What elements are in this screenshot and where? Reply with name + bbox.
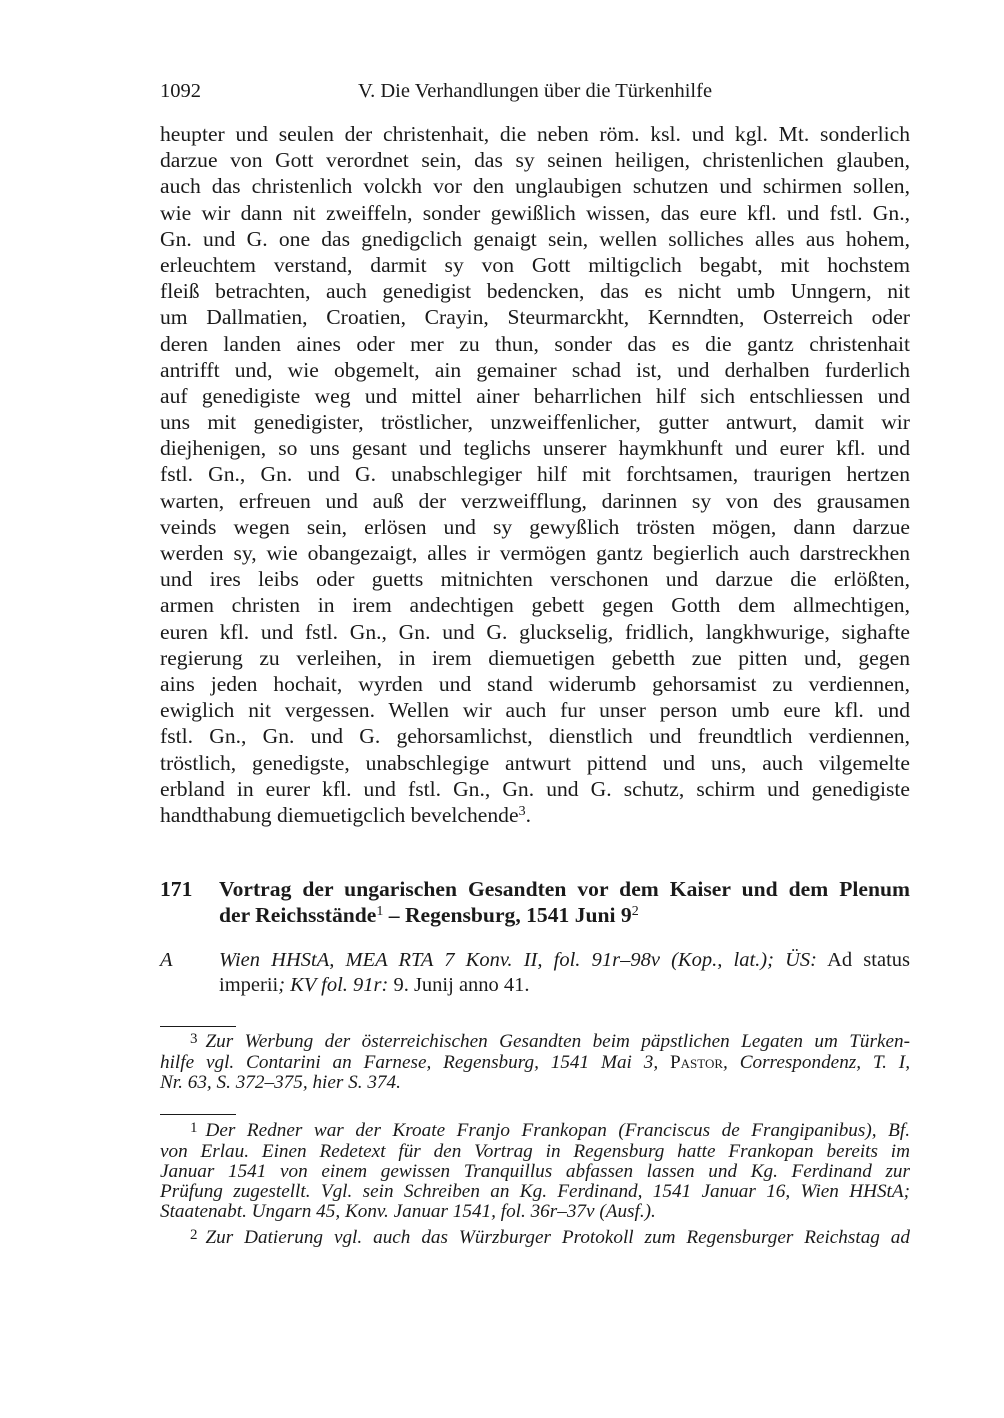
footnote-line <box>160 1121 910 1142</box>
title-line-1: Vortrag der ungarischen Gesandten vor dem Kaiser und dem Plenum <box>219 877 910 901</box>
document-page <box>160 0 910 1418</box>
text-line: warten, erfreuen und auß der verzweifflung, darinnen sy von des grausamen <box>160 488 910 513</box>
footnote-text: hilfe vgl. Contarini an Farnese, Regensburg, 1541 Mai 3, <box>160 1052 670 1073</box>
final-punctuation: . <box>525 802 531 827</box>
title-part-b: – Regensburg, 1541 Juni 9 <box>383 903 632 927</box>
text-line: fstl. Gn., Gn. und G. gehorsamlichst, dienstlich und freundtlich verdiennen, <box>160 724 910 749</box>
footnote-text: Zur Datierung vgl. auch das Würzburger Protokoll zum Regensburger Reichstag ad <box>205 1227 910 1248</box>
footnote-line: Prüfung zugestellt. Vgl. sein Schreiben an Kg. Ferdinand, 1541 Januar 16, Wien HHStA; <box>160 1181 910 1202</box>
footnote-line: Staatenabt. Ungarn 45, Konv. Januar 1541, fol. 36r–37v (Ausf.). <box>160 1201 656 1222</box>
footnote-line: Nr. 63, S. 372–375, hier S. 374. <box>160 1072 401 1093</box>
main-text <box>160 121 910 828</box>
text-line: um Dallmatien, Croatien, Crayin, Steurmarckht, Kernndten, Osterreich oder <box>160 305 910 330</box>
source-line-2 <box>219 973 910 998</box>
text-line: ains jeden hochait, wyrden und stand widerumb gehorsamist zu verdiennen, <box>160 671 910 696</box>
footnote-ref-3[interactable]: 3 <box>518 803 526 819</box>
source-address-cont: imperii <box>219 974 279 996</box>
footnote-divider <box>160 1026 236 1027</box>
document-number: 171 <box>160 877 193 901</box>
footnote-ref-2[interactable]: 2 <box>631 904 639 919</box>
document-title <box>219 876 910 928</box>
page-number: 1092 <box>160 80 201 102</box>
source-text <box>219 948 910 998</box>
text-line: heupter und seulen der christenhait, die neben röm. ksl. und kgl. Mt. sonderlich <box>160 122 910 146</box>
footnote-3 <box>160 1032 910 1093</box>
source-kv-text: 9. Junij anno 41. <box>388 974 530 996</box>
text-line: werden sy, wie obangezaigt, alles ir vermögen gantz begierlich auch darstreckhen <box>160 541 910 565</box>
source-kv-label: ; KV fol. 91r: <box>278 974 389 996</box>
text-line: fstl. Gn., Gn. und G. unabschlegiger hilf mit forchtsamen, traurigen hertzen <box>160 462 910 487</box>
footnote-line <box>160 1053 910 1073</box>
footnote-2 <box>160 1228 910 1249</box>
footnote-line: Januar 1541 von einem gewissen Tranquillus abfassen lassen und Kg. Ferdinand zur <box>160 1161 910 1182</box>
text-line: wie wir dann nit zweiffeln, sonder gewißlich wissen, das eure kfl. und fstl. Gn., <box>160 200 910 225</box>
text-line-content: handthabung diemuetigclich bevelchende <box>160 802 519 827</box>
text-line: antrifft und, wie obgemelt, ain gemainer schad ist, und derhalben furderlich <box>160 357 910 382</box>
text-line: erleuchtem verstand, darmit sy von Gott miltigclich begabt, mit hochstem <box>160 252 910 277</box>
text-line-last <box>160 802 910 828</box>
source-archive: Wien HHStA, MEA RTA 7 Konv. II, fol. 91r–98v (Kop., lat.); ÜS: <box>219 949 818 971</box>
footnote-text: Zur Werbung der österreichischen Gesandten beim päpstlichen Legaten um Türken- <box>205 1031 910 1052</box>
footnote-line <box>160 1228 910 1249</box>
text-line: fleiß betrachten, auch genedigist bedencken, das es nicht umb Unngern, nit <box>160 279 910 304</box>
footnote-mark: 1 <box>190 1120 198 1136</box>
text-line: ewiglich nit vergessen. Wellen wir auch fur unser person umb eure kfl. und <box>160 698 910 723</box>
footnote-mark: 3 <box>190 1031 198 1047</box>
title-line-2 <box>219 902 910 928</box>
footnote-ref-1[interactable]: 1 <box>376 904 384 919</box>
text-line: diejhenigen, so uns gesant und teglichs unserer haymkhunft und eurer kfl. und <box>160 436 910 461</box>
page-header <box>160 80 910 106</box>
text-line: tröstlich, genedigste, unabschlegige antwurt pittend und uns, auch vilgemelte <box>160 750 910 775</box>
source-letter: A <box>160 949 173 971</box>
text-line: auch das christenlich volckh vor den unglaubigen schutzen und schirmen sollen, <box>160 174 910 199</box>
text-line: veinds wegen sein, erlösen und sy gewyßlich trösten mögen, dann darzue <box>160 514 910 539</box>
footnote-line: von Erlau. Einen Redetext für den Vortrag in Regensburg hatte Frankopan bereits im <box>160 1141 910 1162</box>
text-line: und ires leibs oder guetts mitnichten verschonen und darzue die erlößten, <box>160 567 910 592</box>
footnote-text: , Correspondenz, T. I, <box>723 1052 910 1073</box>
text-line: euren kfl. und fstl. Gn., Gn. und G. gluckselig, fridlich, langkhwurige, sighafte <box>160 619 910 644</box>
footnote-line <box>160 1032 910 1053</box>
text-line: armen christen in irem andechtigen gebett gegen Gotth dem allmechtigen, <box>160 593 910 618</box>
author-name: Pastor <box>669 1052 724 1073</box>
text-line: uns mit genedigister, tröstlicher, unzweiffenlicher, gutter antwurt, damit wir <box>160 410 910 435</box>
footnote-text: Der Redner war der Kroate Franjo Frankopan (Franciscus de Frangipanibus), Bf. <box>205 1120 910 1141</box>
running-title: V. Die Verhandlungen über die Türkenhilfe <box>357 80 713 102</box>
text-line: auf genedigiste weg und mittel ainer beharrlichen hilf sich entschliessen und <box>160 383 910 408</box>
footnote-divider <box>160 1114 236 1115</box>
footnote-1 <box>160 1121 910 1222</box>
title-part-a: der Reichsstände <box>219 903 377 927</box>
footnote-mark: 2 <box>190 1227 198 1243</box>
text-line: darzue von Gott verordnet sein, das sy seinen heiligen, christenlichen glauben, <box>160 148 910 173</box>
text-line: deren landen aines oder mer zu thun, sonder das es die gantz christenhait <box>160 331 910 356</box>
text-line: regierung zu verleihen, in irem diemuetigen gebetth zue pitten und, gegen <box>160 645 910 670</box>
source-address: Ad status <box>817 949 910 971</box>
source-line-1 <box>219 948 910 973</box>
text-line: erbland in eurer kfl. und fstl. Gn., Gn. und G. schutz, schirm und genedigiste <box>160 776 910 801</box>
text-line: Gn. und G. one das gnedigclich genaigt sein, wellen solliches alles aus hohem, <box>160 226 910 251</box>
